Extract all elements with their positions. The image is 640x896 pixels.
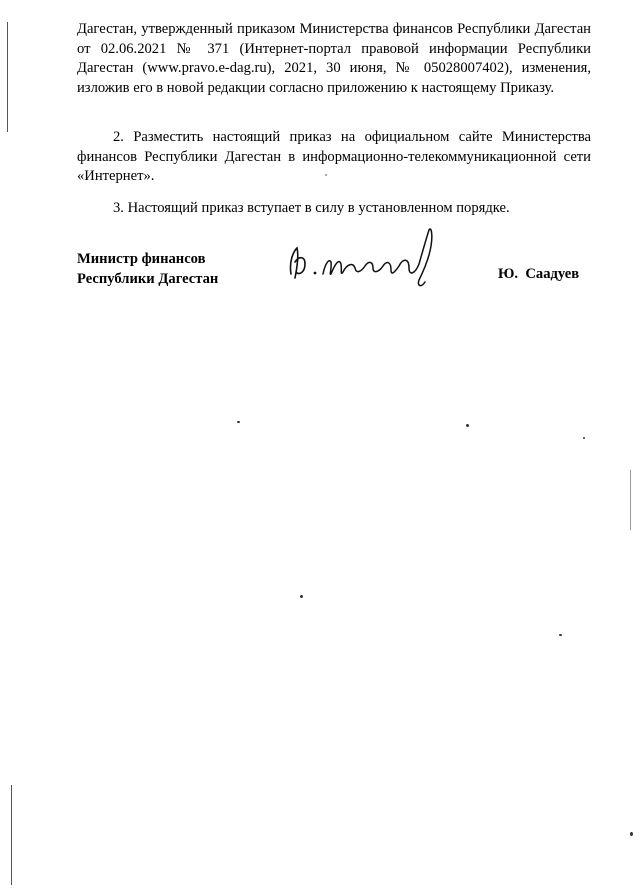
paragraph-1: Дагестан, утвержденный приказом Министерства финансов Республики Дагестан от 02.06.2021 № 371 (Интернет-портал правовой информации Республики Дагестан (www.pravo.e-dag.ru), 2021, 30 июня, № 05028007402), изменения, изложив его в новой редакции согласно приложению к настоящему Приказу. xyxy=(77,21,591,96)
paragraph-2: 2. Разместить настоящий приказ на официальном сайте Министерства финансов Республики Дагестан в информационно-телекоммуникационной сети «Интернет». xyxy=(77,129,591,184)
scan-margin-line-right xyxy=(630,470,631,530)
signer-name: Ю. Саадуев xyxy=(498,266,580,282)
scan-margin-line-bottom xyxy=(11,785,12,885)
scan-speck xyxy=(325,174,327,176)
position-line-1: Министр финансов xyxy=(77,251,206,267)
scan-speck xyxy=(583,437,585,439)
scan-speck xyxy=(466,424,469,427)
handwritten-signature xyxy=(285,222,450,294)
scan-speck xyxy=(237,421,240,423)
scan-speck xyxy=(300,595,303,598)
position-line-2: Республики Дагестан xyxy=(77,270,219,287)
signatory-position xyxy=(77,250,218,289)
scan-speck xyxy=(559,634,562,636)
paragraph-3: 3. Настоящий приказ вступает в силу в установленном порядке. xyxy=(113,200,510,216)
scan-speck xyxy=(630,832,633,836)
scan-margin-line-top xyxy=(7,22,8,132)
